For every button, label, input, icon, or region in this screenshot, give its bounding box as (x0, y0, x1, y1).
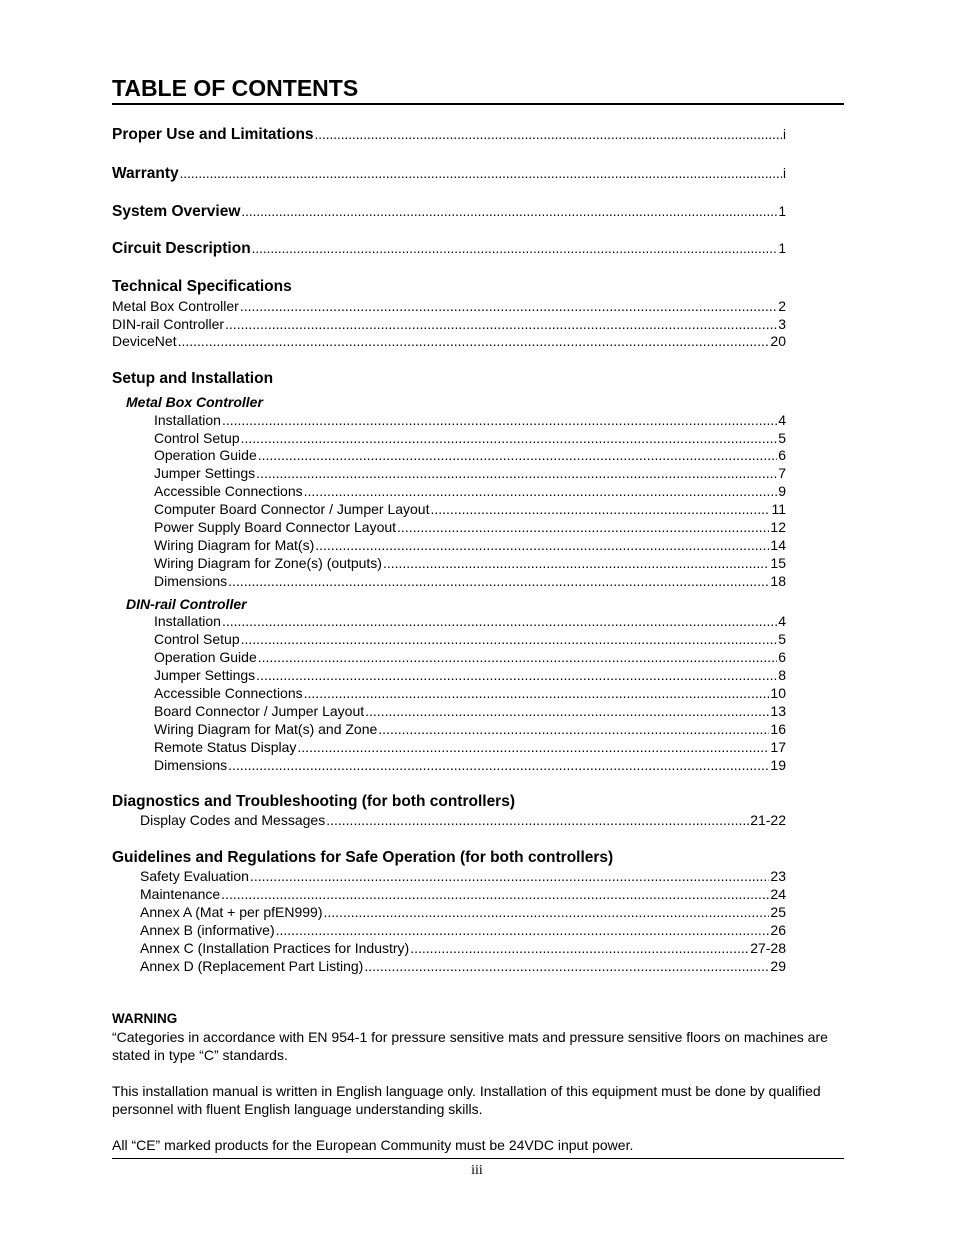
toc-entry[interactable] (154, 411, 786, 429)
toc-entry-warranty[interactable] (112, 164, 786, 183)
toc-entry-page: 27-28 (750, 940, 786, 956)
toc-entry[interactable] (154, 446, 786, 464)
toc-entry-page: 25 (770, 904, 786, 920)
toc-entry[interactable] (154, 572, 786, 590)
toc-entry-page: 16 (770, 721, 786, 737)
toc-entry-page: 6 (778, 649, 786, 665)
toc-entry-label: Circuit Description (112, 240, 251, 257)
dot-leader (304, 482, 778, 500)
toc-entry-page: 18 (770, 573, 786, 589)
dot-leader (250, 867, 769, 885)
dot-leader (228, 756, 769, 774)
dot-leader (315, 536, 769, 554)
toc-entry-page: 1 (778, 204, 786, 219)
toc-entry-label: Installation (154, 613, 221, 629)
toc-entry-page: 4 (778, 613, 786, 629)
toc-entry-label: DIN-rail Controller (112, 316, 225, 332)
toc-entry-label: Remote Status Display (154, 739, 297, 755)
dot-leader (364, 957, 769, 975)
dot-leader (430, 500, 770, 518)
toc-entry-page: 9 (778, 483, 786, 499)
toc-entry-system-overview[interactable] (112, 202, 786, 221)
dot-leader (221, 885, 769, 903)
dot-leader (256, 666, 777, 684)
toc-entry-page: 19 (770, 757, 786, 773)
dot-leader (383, 554, 769, 572)
toc-entry[interactable] (112, 297, 786, 315)
toc-entry[interactable] (154, 554, 786, 572)
toc-entry-label: Annex C (Installation Practices for Industry) (140, 940, 410, 956)
toc-entry-label: Annex A (Mat + per pfEN999) (140, 904, 323, 920)
dot-leader (241, 202, 777, 221)
toc-entry-page: 2 (778, 298, 786, 314)
toc-entry-label: Proper Use and Limitations (112, 126, 314, 143)
dot-leader (241, 630, 778, 648)
toc-entry[interactable] (154, 482, 786, 500)
toc-entry[interactable] (154, 500, 786, 518)
toc-entry[interactable] (140, 957, 786, 975)
toc-entry-proper-use[interactable] (112, 125, 786, 144)
toc-entry-page: 8 (778, 667, 786, 683)
dot-leader (324, 903, 770, 921)
toc-entry[interactable] (140, 939, 786, 957)
toc-entry-page: 13 (770, 703, 786, 719)
dot-leader (228, 572, 769, 590)
toc-entry-page: 20 (770, 333, 786, 349)
toc-entry-label: DeviceNet (112, 333, 177, 349)
toc-entry-page: i (783, 166, 786, 181)
toc-entry-label: Annex D (Replacement Part Listing) (140, 958, 364, 974)
toc-entry-label: Jumper Settings (154, 465, 256, 481)
toc-entry-label: Jumper Settings (154, 667, 256, 683)
toc-entry[interactable] (154, 518, 786, 536)
toc-entry-label: Power Supply Board Connector Layout (154, 519, 397, 535)
dot-leader (378, 720, 769, 738)
dot-leader (252, 239, 778, 258)
dot-leader (225, 315, 777, 333)
toc-entry[interactable] (154, 612, 786, 630)
toc-entry-page: 21-22 (750, 812, 786, 828)
subsection-heading-metal-box: Metal Box Controller (126, 394, 263, 410)
toc-entry-label: Safety Evaluation (140, 868, 249, 884)
warning-paragraph: This installation manual is written in English language only. Installation of this equipment must be done by qualified personnel with fluent English language understanding skills. (112, 1083, 821, 1117)
toc-entry-page: 5 (778, 631, 786, 647)
toc-entry[interactable] (154, 536, 786, 554)
dot-leader (365, 702, 769, 720)
page-title: TABLE OF CONTENTS (112, 75, 359, 101)
toc-entry-label: Control Setup (154, 631, 240, 647)
toc-entry-page: i (783, 127, 786, 142)
toc-entry-label: Dimensions (154, 757, 228, 773)
warning-paragraph: “Categories in accordance with EN 954-1 for pressure sensitive mats and pressure sensitive floors on machines are stated in type “C” standards. (112, 1029, 828, 1063)
dot-leader (178, 332, 770, 350)
toc-entry[interactable] (112, 315, 786, 333)
toc-entry-page: 15 (770, 555, 786, 571)
dot-leader (410, 939, 749, 957)
dot-leader (315, 125, 782, 144)
toc-entry[interactable] (140, 867, 786, 885)
dot-leader (241, 429, 778, 447)
toc-entry-page: 12 (770, 519, 786, 535)
toc-entry[interactable] (140, 903, 786, 921)
toc-entry-page: 3 (778, 316, 786, 332)
toc-entry-label: Computer Board Connector / Jumper Layout (154, 501, 430, 517)
toc-entry-label: Wiring Diagram for Mat(s) and Zone (154, 721, 378, 737)
toc-entry[interactable] (140, 811, 786, 829)
toc-entry-label: Operation Guide (154, 447, 257, 463)
page-number: iii (471, 1163, 483, 1178)
toc-entry-page: 26 (770, 922, 786, 938)
toc-entry-label: Installation (154, 412, 221, 428)
toc-entry-page: 10 (770, 685, 786, 701)
dot-leader (258, 446, 777, 464)
section-heading-tech-specs: Technical Specifications (112, 278, 292, 295)
toc-entry-label: Annex B (informative) (140, 922, 275, 938)
footer-rule (112, 1158, 844, 1159)
toc-entry[interactable] (140, 885, 786, 903)
section-heading-diagnostics: Diagnostics and Troubleshooting (for both controllers) (112, 793, 515, 810)
toc-entry-label: Board Connector / Jumper Layout (154, 703, 365, 719)
dot-leader (256, 464, 777, 482)
toc-entry-page: 6 (778, 447, 786, 463)
toc-entry-circuit-description[interactable] (112, 239, 786, 258)
toc-entry-page: 23 (770, 868, 786, 884)
toc-entry-label: Wiring Diagram for Mat(s) (154, 537, 315, 553)
dot-leader (222, 411, 777, 429)
dot-leader (240, 297, 777, 315)
section-heading-setup: Setup and Installation (112, 370, 274, 387)
dot-leader (397, 518, 769, 536)
toc-entry[interactable] (154, 429, 786, 447)
dot-leader (180, 164, 782, 183)
toc-entry-label: Metal Box Controller (112, 298, 239, 314)
toc-entry-page: 29 (770, 958, 786, 974)
dot-leader (326, 811, 749, 829)
toc-entry[interactable] (154, 702, 786, 720)
dot-leader (258, 648, 777, 666)
toc-entry-label: Wiring Diagram for Zone(s) (outputs) (154, 555, 382, 571)
toc-entry[interactable] (154, 630, 786, 648)
toc-entry-page: 5 (778, 430, 786, 446)
toc-entry[interactable] (154, 684, 786, 702)
toc-entry[interactable] (154, 720, 786, 738)
toc-entry-label: System Overview (112, 203, 241, 220)
toc-entry[interactable] (154, 738, 786, 756)
toc-entry-label: Accessible Connections (154, 685, 303, 701)
dot-leader (304, 684, 770, 702)
toc-entry-page: 17 (770, 739, 786, 755)
dot-leader (276, 921, 770, 939)
section-heading-guidelines: Guidelines and Regulations for Safe Operation (for both controllers) (112, 849, 614, 866)
toc-entry-label: Warranty (112, 165, 179, 182)
warning-paragraph: All “CE” marked products for the European Community must be 24VDC input power. (112, 1137, 634, 1153)
toc-entry[interactable] (154, 666, 786, 684)
toc-entry-label: Display Codes and Messages (140, 812, 326, 828)
toc-entry[interactable] (154, 648, 786, 666)
toc-entry[interactable] (112, 332, 786, 350)
toc-entry-page: 7 (778, 465, 786, 481)
toc-entry-label: Accessible Connections (154, 483, 303, 499)
dot-leader (222, 612, 777, 630)
title-underline (112, 103, 844, 105)
toc-entry-page: 24 (770, 886, 786, 902)
toc-entry-page: 4 (778, 412, 786, 428)
toc-entry-label: Dimensions (154, 573, 228, 589)
dot-leader (297, 738, 769, 756)
toc-entry[interactable] (154, 756, 786, 774)
warning-title: WARNING (112, 1011, 178, 1026)
subsection-heading-din-rail: DIN-rail Controller (126, 596, 247, 612)
toc-entry[interactable] (140, 921, 786, 939)
toc-entry-label: Maintenance (140, 886, 221, 902)
toc-entry[interactable] (154, 464, 786, 482)
toc-entry-page: 14 (770, 537, 786, 553)
toc-entry-page: 1 (778, 241, 786, 256)
toc-entry-label: Control Setup (154, 430, 240, 446)
toc-entry-page: 11 (771, 501, 786, 517)
toc-entry-label: Operation Guide (154, 649, 257, 665)
